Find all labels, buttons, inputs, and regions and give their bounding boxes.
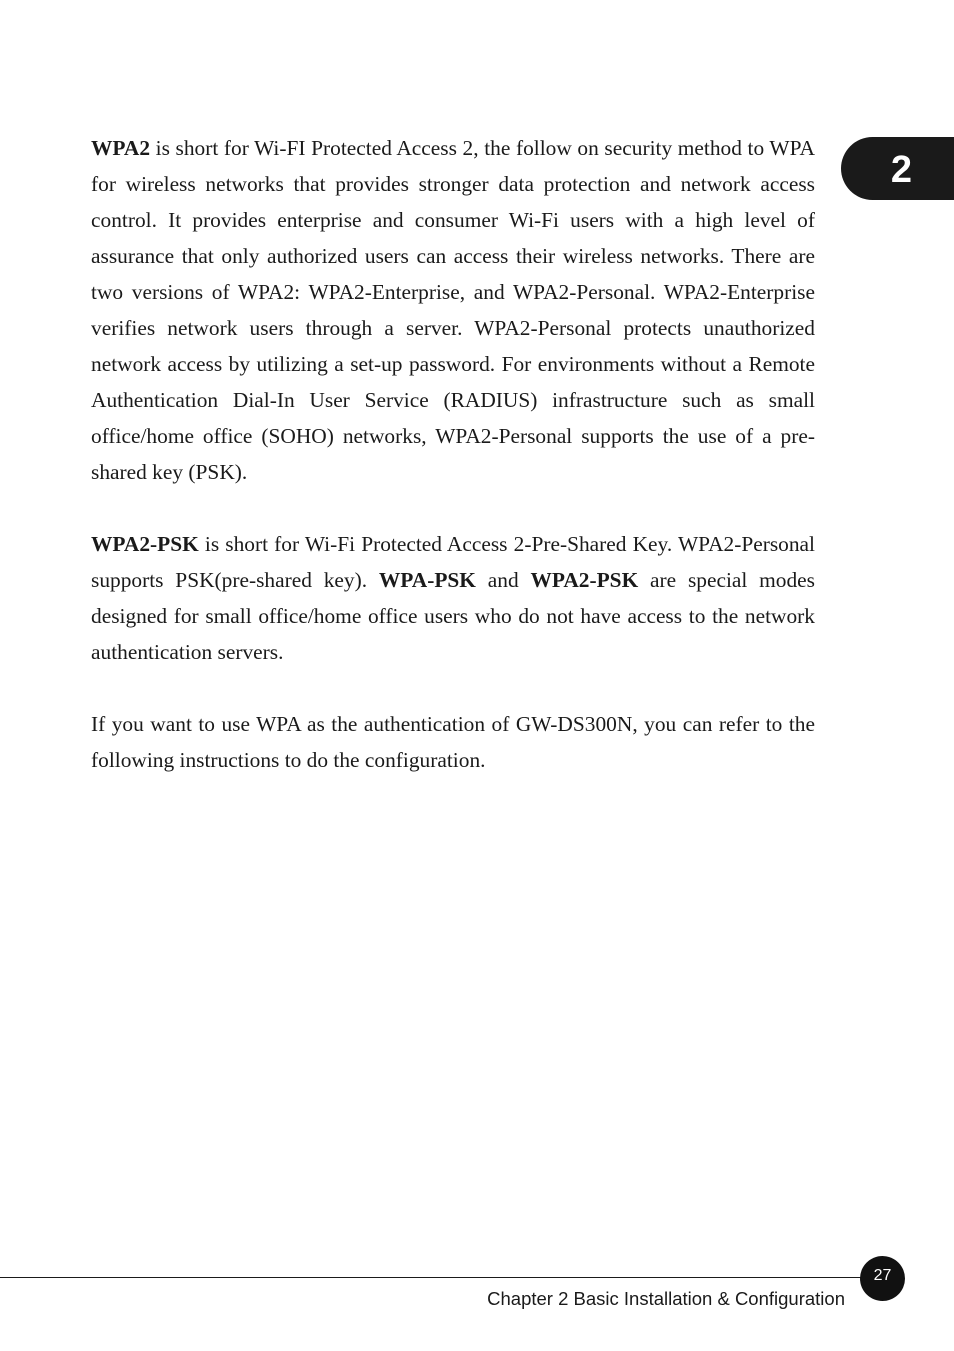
paragraph-wpa2-psk	[91, 526, 815, 670]
term-wpa2-psk: WPA2-PSK	[91, 532, 199, 556]
paragraph-instructions-body: If you want to use WPA as the authentication of GW-DS300N, you can refer to the following instructions to do the configuration.	[91, 712, 815, 772]
paragraph-wpa2-psk-body-c: are special modes designed for small office/home office users who do not have access to the network authentication servers.	[91, 568, 815, 664]
term-wpa2-psk-second: WPA2-PSK	[530, 568, 639, 592]
main-content	[91, 130, 815, 814]
chapter-number: 2	[890, 148, 913, 191]
page-number-badge	[860, 1256, 905, 1301]
paragraph-wpa2	[91, 130, 815, 490]
term-wpa2: WPA2	[91, 136, 151, 160]
term-wpa-psk: WPA-PSK	[378, 568, 476, 592]
page-number: 27	[873, 1266, 892, 1284]
paragraph-wpa2-psk-body-a: is short for Wi-Fi Protected Access 2-Pre-Shared Key. WPA2-Personal supports PSK(pre-shared key).	[91, 532, 815, 592]
footer-divider	[0, 1277, 870, 1278]
paragraph-wpa2-body: is short for Wi-FI Protected Access 2, the follow on security method to WPA for wireless networks that provides stronger data protection and network access control. It provides enterprise and consumer Wi-Fi users with a high level of assurance that only authorized users can access their wireless networks. There are two versions of WPA2: WPA2-Enterprise, and WPA2-Personal. WPA2-Enterprise verifies network users through a server. WPA2-Personal protects unauthorized network access by utilizing a set-up password. For environments without a Remote Authentication Dial-In User Service (RADIUS) infrastructure such as small office/home office (SOHO) networks, WPA2-Personal supports the use of a pre-shared key (PSK).	[91, 136, 815, 484]
paragraph-instructions	[91, 706, 815, 778]
chapter-tab	[841, 137, 954, 200]
footer-chapter-title: Chapter 2 Basic Installation & Configuration	[487, 1288, 845, 1309]
paragraph-wpa2-psk-body-b: and	[475, 568, 531, 592]
